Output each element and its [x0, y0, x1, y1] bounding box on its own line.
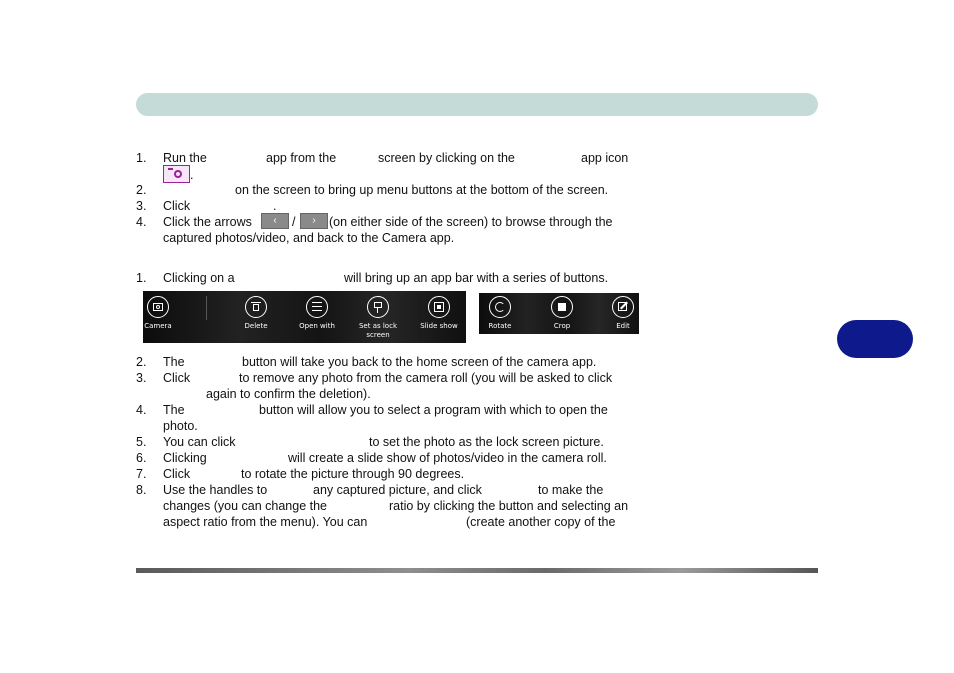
camera-button[interactable] [128, 296, 188, 331]
camera-app-icon-lens [174, 170, 182, 178]
slide-show-button[interactable] [409, 296, 469, 331]
set-as-lock-screen-label-line: screen [366, 331, 390, 339]
step-text: button will allow you to select a program with which to open the [259, 403, 608, 417]
trash-icon [245, 296, 267, 318]
step-text: app from the [266, 151, 337, 165]
camera-glyph-lens [156, 305, 160, 309]
camera-button-label: Camera [144, 322, 172, 330]
open-with-glyph [312, 306, 322, 307]
step-text: screen by clicking on the [378, 151, 515, 165]
open-with-icon [306, 296, 328, 318]
step-text: again to confirm the deletion). [206, 387, 371, 401]
step-number: 3. [136, 371, 147, 385]
step-number: 3. [136, 199, 147, 213]
open-with-glyph [312, 310, 322, 311]
step-text: Click [163, 371, 191, 385]
step-number: 2. [136, 183, 147, 197]
step-text: (create another copy of the [466, 515, 616, 529]
step-number: 6. [136, 451, 147, 465]
step-text: Clicking on a [163, 271, 235, 285]
step-text: aspect ratio from the menu). You can [163, 515, 368, 529]
lock-screen-icon [367, 296, 389, 318]
crop-button[interactable] [532, 296, 592, 331]
step-text: / [292, 215, 296, 229]
crop-button-label: Crop [553, 322, 571, 330]
edit-icon [612, 296, 634, 318]
step-number: 8. [136, 483, 147, 497]
step-text: . [190, 168, 194, 182]
step-text: Click [163, 199, 191, 213]
step-text: will bring up an app bar with a series of buttons. [344, 271, 609, 285]
chapter-tab [837, 320, 913, 358]
step-number: 1. [136, 271, 147, 285]
set-as-lock-screen-button[interactable] [348, 296, 408, 340]
slideshow-glyph-play [437, 305, 441, 309]
step-text: photo. [163, 419, 198, 433]
crop-icon [551, 296, 573, 318]
camera-icon [147, 296, 169, 318]
delete-button[interactable] [226, 296, 286, 331]
open-with-button-label: Open with [299, 322, 335, 330]
rotate-icon [489, 296, 511, 318]
next-arrow-button[interactable]: › [300, 213, 328, 229]
previous-arrow-button[interactable]: ‹ [261, 213, 289, 229]
camera-app-icon[interactable] [163, 165, 190, 183]
step-text: The [163, 355, 185, 369]
step-text: captured photos/video, and back to the Camera app. [163, 231, 455, 245]
step-text: will create a slide show of photos/video in the camera roll. [288, 451, 607, 465]
edit-button-label: Edit [616, 322, 630, 330]
step-text: Click the arrows [163, 215, 252, 229]
set-as-lock-screen-label [348, 322, 408, 340]
trash-glyph [253, 304, 259, 311]
step-text: to remove any photo from the camera roll (you will be asked to click [239, 371, 613, 385]
step-number: 2. [136, 355, 147, 369]
step-number: 5. [136, 435, 147, 449]
lock-screen-glyph [374, 302, 382, 308]
open-with-button[interactable] [287, 296, 347, 331]
step-text: ratio by clicking the button and selecting an [389, 499, 629, 513]
slideshow-icon [428, 296, 450, 318]
step-number: 4. [136, 215, 147, 229]
step-text: You can click [163, 435, 236, 449]
footer-rule [136, 568, 818, 573]
step-text: The [163, 403, 185, 417]
app-bar-separator [206, 296, 207, 320]
slide-show-button-label: Slide show [420, 322, 458, 330]
step-text: button will take you back to the home screen of the camera app. [242, 355, 597, 369]
trash-glyph-lid [251, 302, 261, 303]
camera-app-icon-bump [168, 168, 173, 170]
header-bar [136, 93, 818, 116]
step-text: (on either side of the screen) to browse through the [329, 215, 613, 229]
step-text: any captured picture, and click [313, 483, 482, 497]
step-text: Use the handles to [163, 483, 268, 497]
step-text: Click [163, 467, 191, 481]
step-text: Run the [163, 151, 207, 165]
crop-glyph [558, 303, 566, 311]
step-number: 7. [136, 467, 147, 481]
set-as-lock-screen-label-line: Set as lock [358, 322, 397, 330]
step-text: to set the photo as the lock screen picture. [369, 435, 604, 449]
step-text: changes (you can change the [163, 499, 328, 513]
delete-button-label: Delete [244, 322, 268, 330]
lock-screen-glyph-stem [377, 308, 378, 313]
step-text: to make the [538, 483, 604, 497]
rotate-glyph [495, 302, 505, 312]
open-with-glyph [312, 302, 322, 303]
rotate-button-label: Rotate [488, 322, 512, 330]
step-text: to rotate the picture through 90 degrees. [241, 467, 465, 481]
step-text: Clicking [163, 451, 207, 465]
step-number: 4. [136, 403, 147, 417]
rotate-button[interactable] [470, 296, 530, 331]
step-text: app icon [581, 151, 629, 165]
edit-button[interactable] [593, 296, 653, 331]
step-number: 1. [136, 151, 147, 165]
step-text: . [273, 199, 277, 213]
step-text: on the screen to bring up menu buttons at the bottom of the screen. [235, 183, 609, 197]
